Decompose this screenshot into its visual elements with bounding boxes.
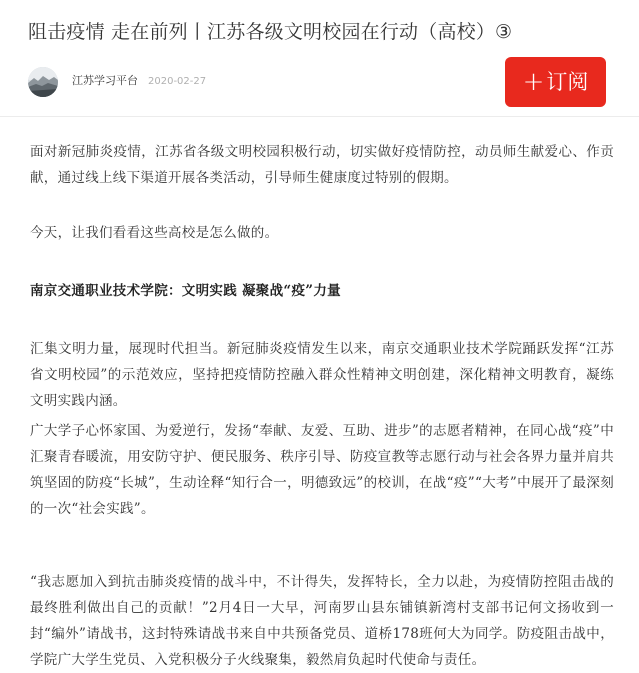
- plus-icon: +: [522, 67, 545, 97]
- publish-date: 2020-02-27: [148, 76, 207, 87]
- section-heading: 南京交通职业技术学院：文明实践 凝聚战“疫”力量: [30, 283, 341, 299]
- paragraph-body-2: 广大学子心怀家国、为爱逆行，发扬“奉献、友爱、互助、进步”的志愿者精神，在同心战“疫”中汇聚青春暖流，用安防守护、便民服务、秩序引导、防疫宣教等志愿行动与社会各界力量并肩共筑坚固的防疫“长城”，生动诠释“知行合一，明德致远”的校训，在战“疫”“大考”中展开了最深刻的一次“社会实践”。: [30, 423, 614, 517]
- subscribe-label: 订阅: [546, 70, 589, 94]
- author-name[interactable]: 江苏学习平台: [72, 74, 138, 87]
- article-title: 阻击疫情 走在前列丨江苏各级文明校园在行动（高校）③: [28, 21, 513, 43]
- landscape-avatar-icon[interactable]: [28, 67, 58, 97]
- paragraph-body-1: 汇集文明力量，展现时代担当。新冠肺炎疫情发生以来，南京交通职业技术学院踊跃发挥“江苏省文明校园”的示范效应，坚持把疫情防控融入群众性精神文明创建，深化精神文明教育，凝练文明实践内涵。: [30, 341, 614, 409]
- paragraph-lead: 今天，让我们看看这些高校是怎么做的。: [30, 225, 279, 241]
- paragraph-body-3: “我志愿加入到抗击肺炎疫情的战斗中，不计得失，发挥特长，全力以赴，为疫情防控阻击战的最终胜利做出自己的贡献！”2月4日一大早，河南罗山县东铺镇新湾村支部书记何文扬收到一封“编外”请战书，这封特殊请战书来自中共预备党员、道桥178班何大为同学。防疫阻击战中，学院广大学生党员、入党积极分子火线聚集，毅然肩负起时代使命与责任。: [30, 574, 614, 668]
- subscribe-button[interactable]: [505, 57, 606, 107]
- paragraph-intro: 面对新冠肺炎疫情，江苏省各级文明校园积极行动，切实做好疫情防控，动员师生献爱心、作贡献，通过线上线下渠道开展各类活动，引导师生健康度过特别的假期。: [30, 144, 614, 186]
- avatar-image: [28, 67, 58, 97]
- header-divider: [0, 116, 639, 117]
